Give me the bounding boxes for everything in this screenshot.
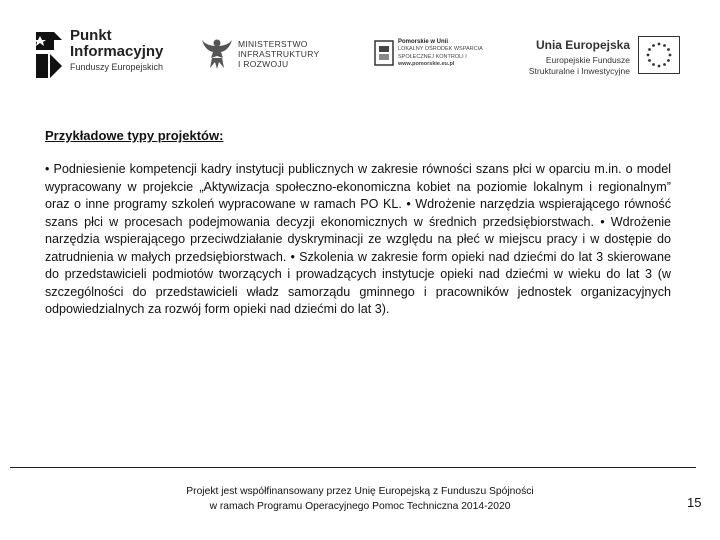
fe-logo-icon — [34, 28, 64, 80]
eu-logo-text — [522, 38, 630, 76]
project-types-paragraph: • Podniesienie kompetencji kadry instytucji publicznych w zakresie równości szans płci w oparciu m.in. o model wypracowany w projekcie „Aktywizacja społeczno-ekonomiczna kobiet na poziomie lokalnym i regionalnym” oraz o inne programy szkoleń wypracowane w ramach PO KL. • Wdrożenie narzędzia wspierającego równość szans płci w procesach podejmowania decyzji ekonomicznych w średnich przedsiębiorstwach. • Wdrożenie narzędzia wspierającego przeciwdziałanie dyskryminacji ze względu na płeć w miejscu pracy i w dostępie do zatrudnienia w małych przedsiębiorstwach. • Szkolenia w zakresie form opieki nad dziećmi do lat 3 skierowane do przedstawicieli podmiotów tworzących i prowadzących instytucje opieki nad dziećmi w wieku do lat 3 (w szczególności do przedstawicieli władz samorządu gminnego i pracowników jednostek organizacyjnych odpowiedzialnych za rozwój form opieki nad dziećmi do lat 3). — [45, 162, 671, 316]
pomorskie-logo-line2: LOKALNY OŚRODEK WSPARCIA — [398, 46, 483, 53]
slide-content — [45, 128, 671, 319]
ministry-logo-line1: MINISTERSTWO — [238, 39, 308, 49]
footer — [150, 484, 570, 514]
eagle-icon — [202, 36, 232, 70]
punkt-informacyjny-logo — [30, 22, 190, 88]
ministry-logo-line3: I ROZWOJU — [238, 58, 289, 69]
pomorskie-icon — [374, 40, 394, 66]
punkt-logo-line2: Informacyjny — [70, 42, 164, 60]
punkt-logo-text — [70, 28, 163, 72]
pomorskie-logo-line4: www.pomorskie.eu.pl — [398, 60, 455, 67]
punkt-logo-line1: Punkt — [70, 27, 112, 44]
pomorskie-logo — [372, 22, 484, 88]
eu-logo — [522, 22, 690, 88]
pomorskie-logo-line3: SPOŁECZNEJ KONTROLI I — [398, 53, 467, 60]
ministry-logo-line2: INFRASTRUKTURY — [238, 48, 320, 59]
punkt-logo-line3: Funduszy Europejskich — [70, 61, 164, 72]
pomorskie-logo-line1: Pomorskie w Unii — [398, 39, 449, 45]
eu-logo-line2: Strukturalne i Inwestycyjne — [528, 65, 630, 76]
footer-line1: Projekt jest współfinansowany przez Unię Europejską z Funduszu Spójności — [186, 486, 534, 497]
footer-divider — [10, 467, 696, 468]
section-heading: Przykładowe typy projektów: — [45, 128, 224, 143]
logo-bar — [30, 22, 690, 88]
ministry-logo-text — [238, 40, 320, 69]
pomorskie-logo-text — [398, 38, 483, 68]
footer-line2: w ramach Programu Operacyjnego Pomoc Techniczna 2014-2020 — [209, 501, 511, 512]
page-number: 15 — [687, 495, 702, 510]
eu-logo-line1: Europejskie Fundusze — [545, 55, 630, 65]
ministry-logo — [198, 22, 338, 88]
eu-flag-icon — [638, 36, 680, 74]
eu-logo-title: Unia Europejska — [535, 38, 630, 52]
